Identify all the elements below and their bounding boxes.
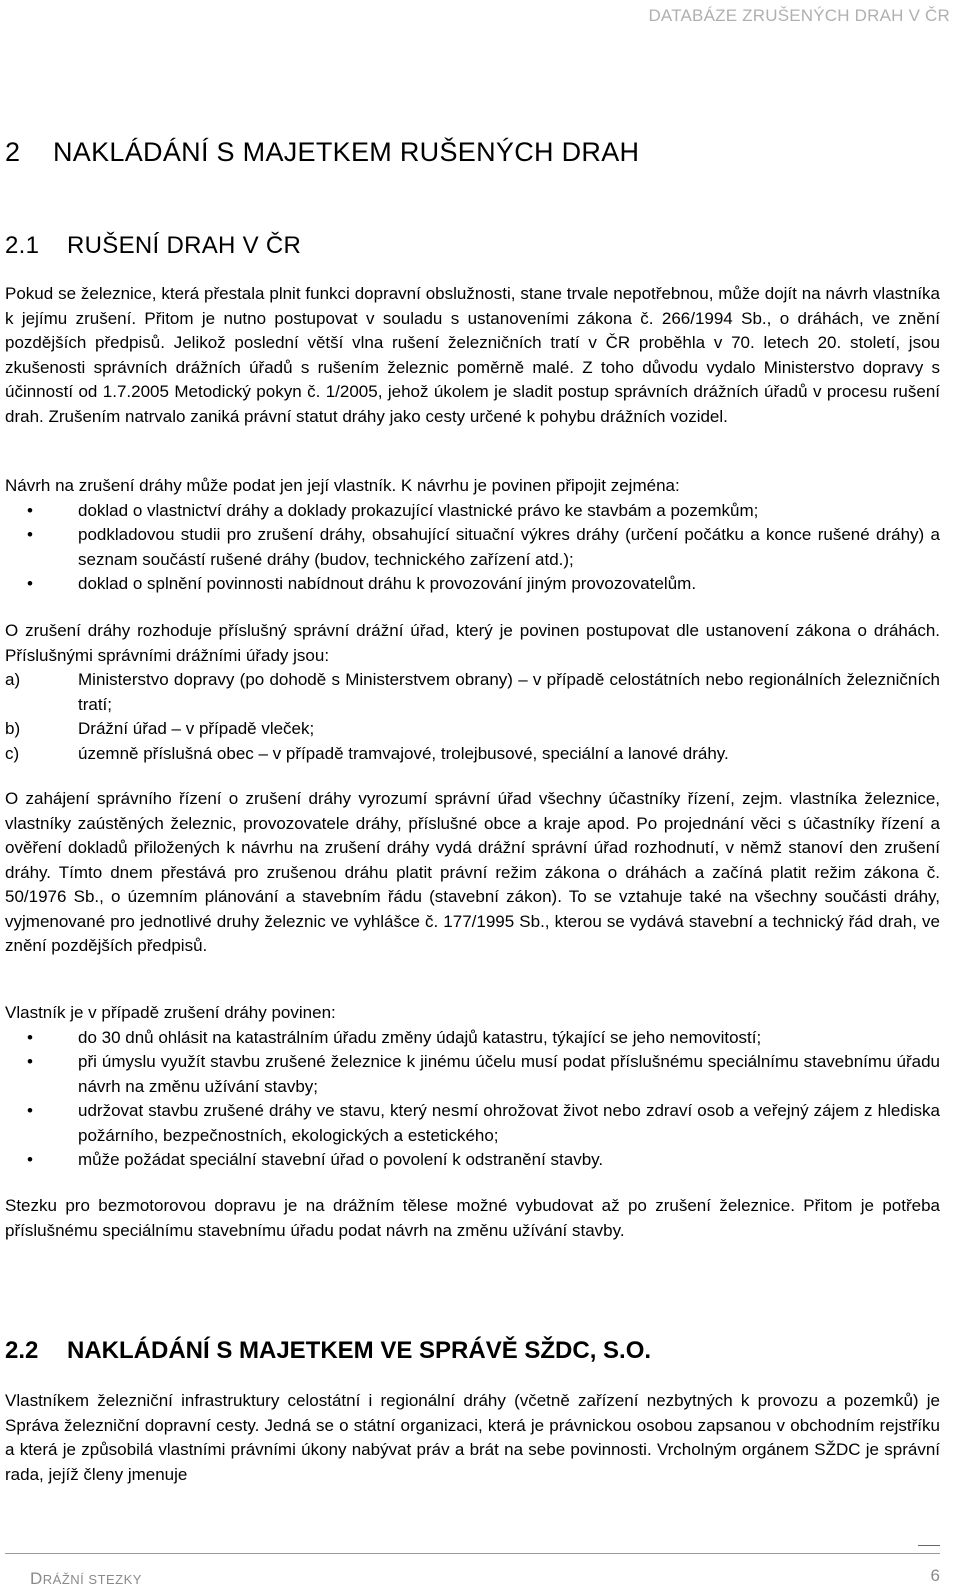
section-2-1-owner-duties xyxy=(5,1001,940,1173)
footer-title-rest: RÁŽNÍ STEZKY xyxy=(42,1572,142,1587)
section-2-1-path xyxy=(5,1194,940,1243)
list-text: Drážní úřad – v případě vleček; xyxy=(78,719,315,738)
footer-dash xyxy=(918,1545,940,1546)
list-item xyxy=(5,742,940,767)
list-text: územně příslušná obec – v případě tramvajové, trolejbusové, speciální a lanové dráhy. xyxy=(78,743,729,763)
paragraph: Pokud se železnice, která přestala plnit funkci dopravní obslužnosti, stane trvale nepotřebnou, může dojít na návrh vlastníka k jejímu zrušení. Přitom je nutno postupovat v souladu s ustanoveními zákona č. 266/1994 Sb., o dráhách, ve znění pozdějších předpisů. Jelikož poslední větší vlna rušení železničních tratí v ČR proběhla v 70. letech 20. století, jsou zkušenosti správních drážních úřadů s rušením železnic poměrně malé. Z toho důvodu vydalo Ministerstvo dopravy s účinností od 1.7.2005 Metodický pokyn č. 1/2005, jehož úkolem je sladit postup správních drážních úřadů v procesu rušení drah. Zrušením natrvalo zaniká právní statut dráhy jako cesty určené k pohybu drážních vozidel. xyxy=(5,284,940,426)
lettered-list xyxy=(5,668,940,766)
list-marker: c) xyxy=(5,743,20,763)
paragraph: O zahájení správního řízení o zrušení dráhy vyrozumí správní úřad všechny účastníky řízení, zejm. vlastníka železnice, vlastníky zaústěných železnic, provozovatele dráhy, příslušné obce a kraje apod. Po projednání věci s účastníky řízení a ověření dokladů přiložených k návrhu na zrušení dráhy vydá drážní správní úřad rozhodnutí, v němž stanoví den zrušení dráhy. Tímto dnem přestává pro zrušenou dráhu platit právní režim zákona o dráhách a začíná platit režim zákona č. 50/1976 Sb., o územním plánování a stavebním řádu (stavební zákon). To se vztahuje také na všechny součásti dráhy, vyjmenované pro jednotlivé druhy železnic ve vyhlášce č. 177/1995 Sb., kterou se vydává stavební a technický řád drah, ve znění pozdějších předpisů. xyxy=(5,789,940,955)
running-header: DATABÁZE ZRUŠENÝCH DRAH V ČR xyxy=(648,6,950,25)
list-item: • doklad o splnění povinnosti nabídnout dráhu k provozování jiným provozovatelům. xyxy=(5,572,940,597)
list-item xyxy=(5,717,940,742)
list-item xyxy=(5,668,940,717)
section-title: NAKLÁDÁNÍ S MAJETKEM VE SPRÁVĚ SŽDC, S.O. xyxy=(67,1337,652,1364)
bullet-list xyxy=(5,1026,940,1173)
list-item: • do 30 dnů ohlásit na katastrálním úřadu změny údajů katastru, týkající se jeho nemovitostí; xyxy=(5,1026,940,1051)
paragraph: Vlastníkem železniční infrastruktury celostátní i regionální dráhy (včetně zařízení nezbytných k provozu a pozemků) je Správa železniční dopravní cesty. Jedná se o státní organizaci, která je právnickou osobou zapsanou v obchodním rejstříku a která je způsobilá vlastními právními úkony nabývat práv a brát na sebe povinnosti. Vrcholným orgánem SŽDC je správní rada, jejíž členy jmenuje xyxy=(5,1391,940,1484)
list-item: • může požádat speciální stavební úřad o povolení k odstranění stavby. xyxy=(5,1148,940,1173)
list-marker: b) xyxy=(5,719,21,738)
list-text: Ministerstvo dopravy (po dohodě s Ministerstvem obrany) – v případě celostátních nebo regionálních železničních tratí; xyxy=(78,670,940,714)
section-2-1-intro xyxy=(5,282,940,429)
footer-title xyxy=(30,1569,142,1589)
list-item: • podkladovou studii pro zrušení dráhy, obsahující situační výkres dráhy (určení počátku a konce rušené dráhy) a seznam součástí rušené dráhy (budov, technického zařízení atd.); xyxy=(5,523,940,572)
section-2-2-intro xyxy=(5,1389,940,1487)
section-number: 2.2 xyxy=(5,1337,39,1364)
list-item: • udržovat stavbu zrušené dráhy ve stavu, který nesmí ohrožovat život nebo zdraví osob a veřejný zájem z hlediska požárního, bezpečnostních, ekologických a estetického; xyxy=(5,1099,940,1148)
chapter-heading xyxy=(5,137,639,168)
paragraph: O zrušení dráhy rozhoduje příslušný správní drážní úřad, který je povinen postupovat dle ustanovení zákona o dráhách. Příslušnými správními drážními úřady jsou: xyxy=(5,621,940,665)
section-2-1-heading xyxy=(5,232,301,260)
section-2-1-authorities xyxy=(5,619,940,766)
section-2-1-proposal xyxy=(5,474,940,597)
chapter-title: NAKLÁDÁNÍ S MAJETKEM RUŠENÝCH DRAH xyxy=(53,137,640,167)
section-2-2-heading xyxy=(5,1337,651,1365)
list-marker: a) xyxy=(5,670,21,689)
page-number: 6 xyxy=(930,1566,940,1585)
paragraph: Vlastník je v případě zrušení dráhy povinen: xyxy=(5,1003,336,1022)
footer-title-initial: D xyxy=(30,1569,43,1588)
paragraph: Stezku pro bezmotorovou dopravu je na drážním tělese možné vybudovat až po zrušení železnice. Přitom je potřeba příslušnému speciálnímu stavebnímu úřadu podat návrh na změnu užívání stavby. xyxy=(5,1196,940,1240)
section-title: RUŠENÍ DRAH V ČR xyxy=(67,232,302,259)
list-item: • doklad o vlastnictví dráhy a doklady prokazující vlastnické právo ke stavbám a pozemkům; xyxy=(5,499,940,524)
list-item: • při úmyslu využít stavbu zrušené železnice k jinému účelu musí podat příslušnému speciálnímu stavebnímu úřadu návrh na změnu užívání stavby; xyxy=(5,1050,940,1099)
footer-divider xyxy=(5,1553,940,1554)
chapter-number: 2 xyxy=(5,137,21,167)
section-number: 2.1 xyxy=(5,232,40,259)
section-2-1-procedure xyxy=(5,787,940,959)
bullet-list xyxy=(5,499,940,597)
paragraph: Návrh na zrušení dráhy může podat jen její vlastník. K návrhu je povinen připojit zejména: xyxy=(5,476,680,495)
